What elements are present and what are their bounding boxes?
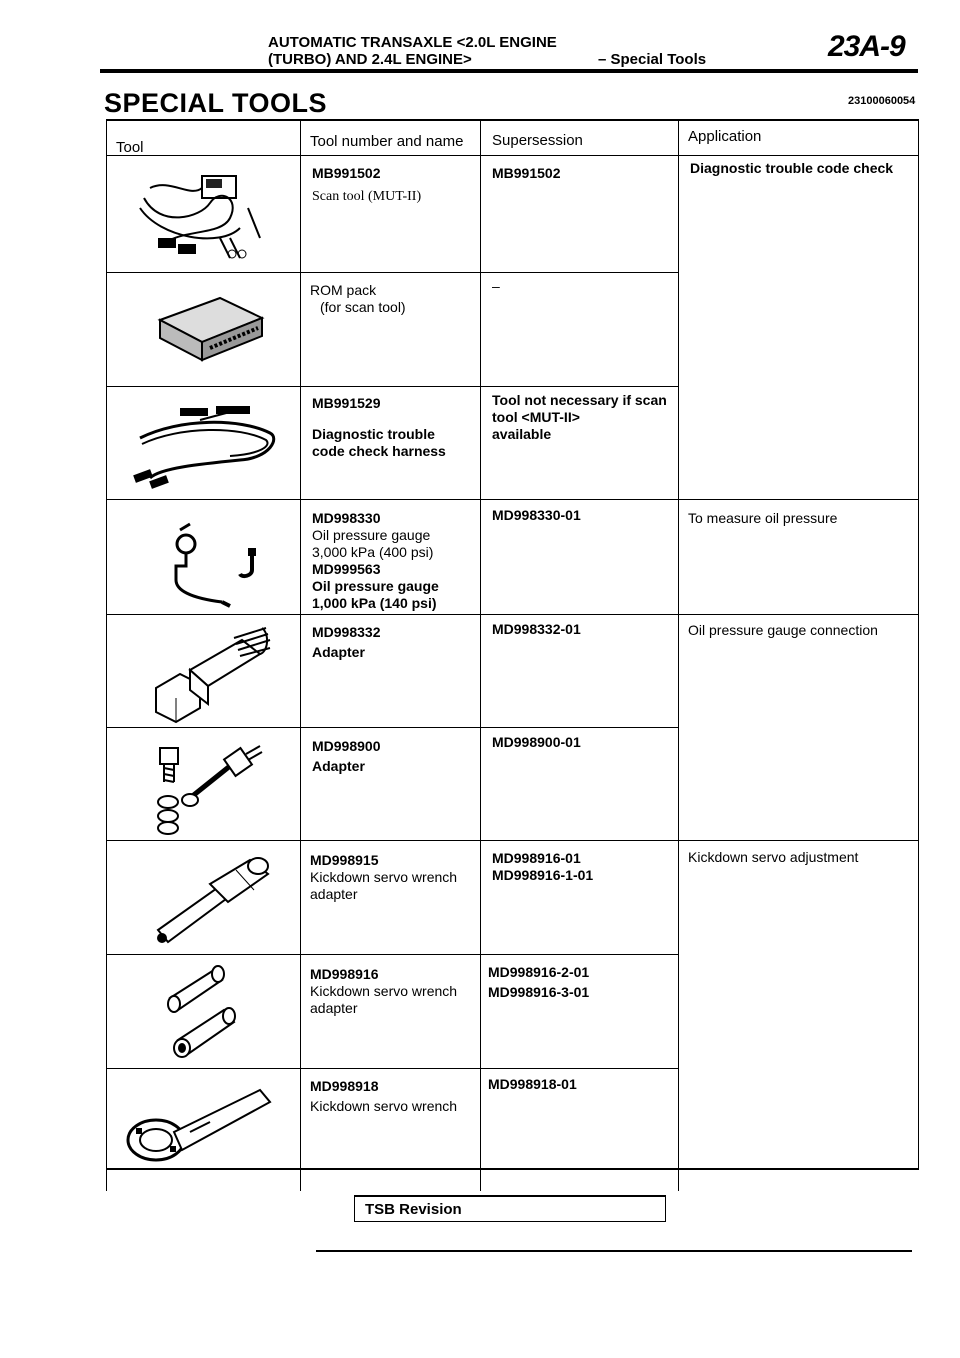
supersession-number: MD998330-01 <box>492 507 581 523</box>
row-divider <box>106 840 919 841</box>
row-7-application: Kickdown servo adjustment <box>688 849 859 865</box>
footer-rule <box>316 1250 912 1252</box>
supersession-number: MD998900-01 <box>492 734 581 750</box>
tool-name: adapter <box>310 1000 358 1016</box>
tool-name: Kickdown servo wrench <box>310 1098 458 1114</box>
tsb-revision-box <box>354 1195 666 1222</box>
table-left-border <box>106 119 107 1191</box>
tool-number: MD998332 <box>312 624 381 640</box>
harness-icon <box>120 398 290 498</box>
supersession-note: available <box>492 426 552 442</box>
row-divider <box>106 614 919 615</box>
row-divider <box>106 272 678 273</box>
row-3-number-name <box>312 395 446 460</box>
tool-number: MD998918 <box>310 1078 379 1094</box>
supersession-note: tool <MUT-II> <box>492 409 580 425</box>
row-2-supersession <box>492 278 500 295</box>
tool-number: MD998916 <box>310 966 379 982</box>
tool-name: code check harness <box>312 443 446 459</box>
tool-number: MD998915 <box>310 852 379 868</box>
row-8-number-name <box>310 966 457 1017</box>
row-divider <box>106 727 678 728</box>
row-3-supersession <box>492 392 667 443</box>
table-top-border <box>106 119 919 121</box>
supersession-number: MD998332-01 <box>492 621 581 637</box>
row-5-supersession <box>492 621 581 638</box>
pressure-gauge-icon <box>160 520 280 610</box>
row-8-supersession <box>488 964 589 1001</box>
row-7-supersession <box>492 850 593 884</box>
tool-name: Adapter <box>312 758 365 774</box>
row-2-number-name <box>310 282 406 316</box>
table-right-border <box>918 119 919 1169</box>
servo-wrench-icon <box>120 1080 280 1170</box>
col-divider-1 <box>300 121 301 1191</box>
tool-name-note: (for scan tool) <box>320 299 406 315</box>
supersession-number: MD998916-01 <box>492 850 581 866</box>
row-divider <box>106 1068 678 1069</box>
tool-number: MB991502 <box>312 165 381 181</box>
adapter-bolt-icon <box>150 738 280 838</box>
col-head-number-name: Tool number and name <box>310 133 464 150</box>
row-4-number-name <box>312 510 439 612</box>
row-9-supersession <box>488 1076 577 1093</box>
rom-pack-icon <box>150 290 280 370</box>
row-1-number-name <box>312 165 421 205</box>
tool-number: MD999563 <box>312 561 381 577</box>
tsb-revision-label: TSB Revision <box>365 1201 462 1218</box>
supersession-number: MD998916-3-01 <box>488 984 590 1000</box>
tool-name: adapter <box>310 886 358 902</box>
tool-name: Oil pressure gauge <box>312 578 439 594</box>
row-divider <box>106 499 919 500</box>
supersession-number: MD998918-01 <box>488 1076 577 1092</box>
col-head-tool: Tool <box>116 139 144 156</box>
header-section: – Special Tools <box>598 51 707 68</box>
scan-tool-icon <box>130 168 290 268</box>
col-head-application: Application <box>688 128 762 145</box>
page-title: SPECIAL TOOLS <box>104 88 328 118</box>
tool-spec: 3,000 kPa (400 psi) <box>312 544 434 560</box>
tool-spec: 1,000 kPa (140 psi) <box>312 595 437 611</box>
tool-name: Kickdown servo wrench <box>310 869 458 885</box>
row-1-supersession <box>492 165 561 182</box>
tool-name: Kickdown servo wrench <box>310 983 458 999</box>
row-divider <box>106 386 678 387</box>
tool-number: MB991529 <box>312 395 381 411</box>
row-5-number-name <box>312 624 381 661</box>
tool-number: MD998330 <box>312 510 381 526</box>
supersession-number: MD998916-1-01 <box>492 867 594 883</box>
document-code: 23100060054 <box>848 95 916 107</box>
row-1-application: Diagnostic trouble code check <box>690 160 894 176</box>
row-5-application: Oil pressure gauge connection <box>688 622 878 638</box>
wrench-adapter-icon <box>150 852 280 952</box>
tool-name: Scan tool (MUT-II) <box>312 189 422 204</box>
adapter-icon <box>150 626 280 726</box>
tool-name: Adapter <box>312 644 365 660</box>
row-9-number-name <box>310 1078 457 1115</box>
header-line-2: (TURBO) AND 2.4L ENGINE> <box>268 51 472 68</box>
socket-adapter-icon <box>160 962 270 1062</box>
col-divider-3 <box>678 121 679 1191</box>
supersession-number: MB991502 <box>492 165 561 181</box>
page-number: 23A-9 <box>828 30 905 63</box>
row-6-number-name <box>312 738 381 775</box>
col-divider-2 <box>480 121 481 1191</box>
row-4-application: To measure oil pressure <box>688 510 838 526</box>
row-divider <box>106 954 678 955</box>
supersession-number: MD998916-2-01 <box>488 964 590 980</box>
header-row-divider <box>106 155 919 156</box>
row-4-supersession <box>492 507 581 524</box>
tool-number: MD998900 <box>312 738 381 754</box>
header-line-1: AUTOMATIC TRANSAXLE <2.0L ENGINE <box>268 34 557 51</box>
supersession-number: – <box>492 278 500 294</box>
tool-name: Diagnostic trouble <box>312 426 435 442</box>
supersession-note: Tool not necessary if scan <box>492 392 667 408</box>
tool-name: ROM pack <box>310 282 377 298</box>
col-head-supersession: Supersession <box>492 132 583 149</box>
row-7-number-name <box>310 852 457 903</box>
tool-name: Oil pressure gauge <box>312 527 431 543</box>
row-6-supersession <box>492 734 581 751</box>
